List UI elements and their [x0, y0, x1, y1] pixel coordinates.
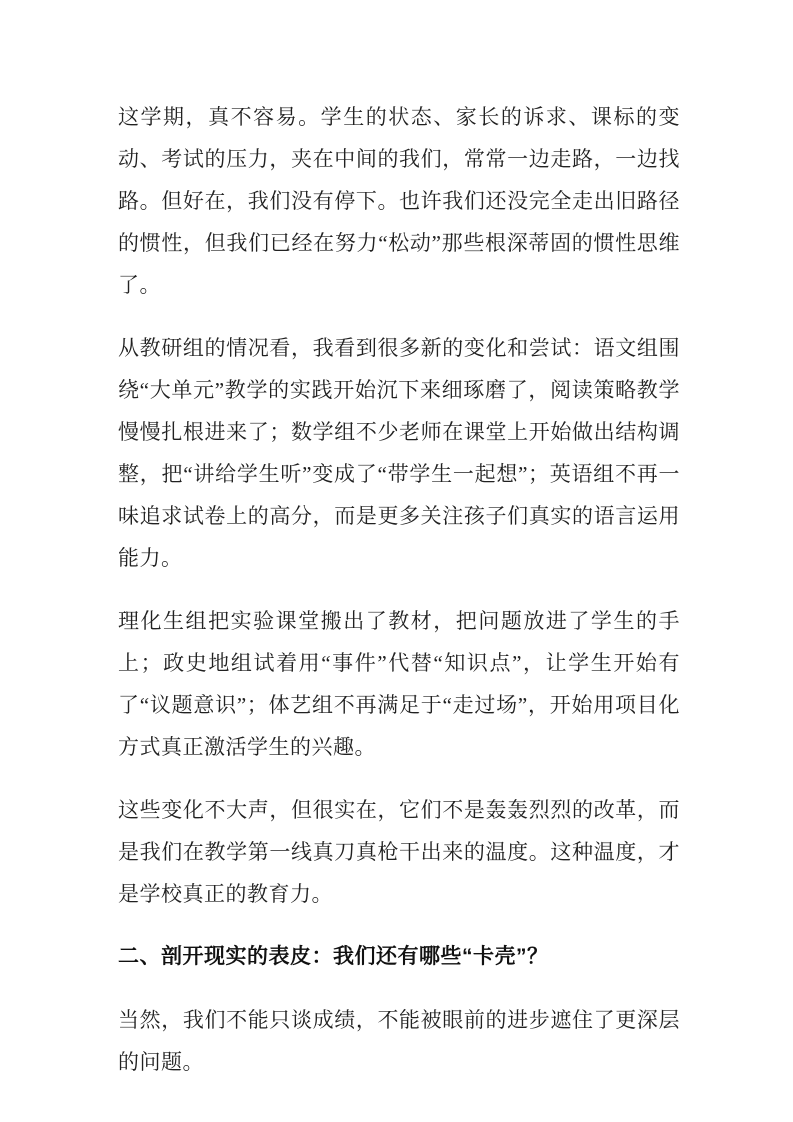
paragraph-deeper-problems-intro: 当然，我们不能只谈成绩，不能被眼前的进步遮住了更深层的问题。: [118, 1008, 680, 1074]
paragraph-teaching-groups-changes: 从教研组的情况看，我看到很多新的变化和尝试：语文组围绕“大单元”教学的实践开始沉下来细琢磨了，阅读策略教学慢慢扎根进来了；数学组不少老师在课堂上开始做出结构调整，把“讲给学生听”变成了“带学生一起想”；英语组不再一味追求试卷上的高分，而是更多关注孩子们真实的语言运用能力。: [118, 336, 680, 570]
paragraph-quiet-changes: 这些变化不大声，但很实在，它们不是轰轰烈烈的改革，而是我们在教学第一线真刀真枪干出来的温度。这种温度，才是学校真正的教育力。: [118, 798, 680, 906]
section-heading-part-two: 二、剖开现实的表皮：我们还有哪些“卡壳”？: [118, 945, 549, 968]
document-content: [118, 96, 680, 1083]
paragraph-semester-reflection: 这学期，真不容易。学生的状态、家长的诉求、课标的变动、考试的压力，夹在中间的我们，常常一边走路，一边找路。但好在，我们没有停下。也许我们还没完全走出旧路径的惯性，但我们已经在努力“松动”那些根深蒂固的惯性思维了。: [118, 105, 680, 297]
paragraph-science-arts-groups: 理化生组把实验课堂搬出了教材，把问题放进了学生的手上；政史地组试着用“事件”代替“知识点”，让学生开始有了“议题意识”；体艺组不再满足于“走过场”，开始用项目化方式真正激活学生的兴趣。: [118, 609, 680, 759]
